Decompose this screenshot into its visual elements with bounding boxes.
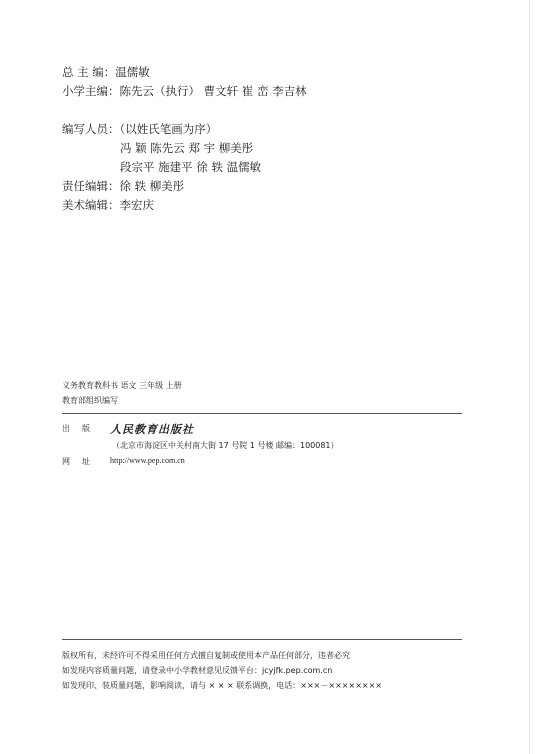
publisher-url: http://www.pep.com.cn: [110, 456, 185, 465]
compilers-line-2: [62, 159, 261, 175]
publisher-label: 出版: [62, 424, 102, 433]
compilers-title: 编写人员：（以姓氏笔画为序）: [62, 122, 218, 136]
printing-notice: 如发现印、装质量问题，影响阅读，请与 × × × 联系调换，电话：×××－××××××××: [62, 681, 383, 690]
quality-notice: 如发现内容质量问题，请登录中小学教材意见反馈平台：jcyjfk.pep.com.cn: [62, 666, 333, 675]
responsible-editors: 责任编辑：徐 轶 柳美彤: [62, 179, 185, 193]
book-compiler: 教育部组织编写: [62, 396, 118, 405]
copyright-notice: 版权所有，未经许可不得采用任何方式擅自复制或使用本产品任何部分，违者必究: [62, 651, 350, 660]
compilers-names-1: 冯 颖 陈先云 郑 宇 柳美彤: [120, 141, 254, 155]
compilers-line-1: [62, 140, 253, 156]
publisher-logo: 人民教育出版社: [110, 423, 194, 436]
art-editor: 美术编辑：李宏庆: [62, 198, 154, 212]
chief-editor: 总 主 编：温儒敏: [62, 65, 150, 79]
bottom-divider: [62, 639, 462, 640]
compilers-names-2: 段宗平 施建平 徐 轶 温儒敏: [120, 160, 262, 174]
top-divider: [62, 413, 462, 414]
primary-editors: 小学主编：陈先云（执行） 曹文轩 崔 峦 李吉林: [62, 84, 307, 98]
publisher-address: （北京市海淀区中关村南大街 17 号院 1 号楼 邮编：100081）: [112, 441, 339, 450]
book-title: 义务教育教科书 语文 三年级 上册: [62, 381, 182, 390]
page-edge-line: [529, 0, 530, 754]
url-label: 网址: [62, 457, 102, 466]
